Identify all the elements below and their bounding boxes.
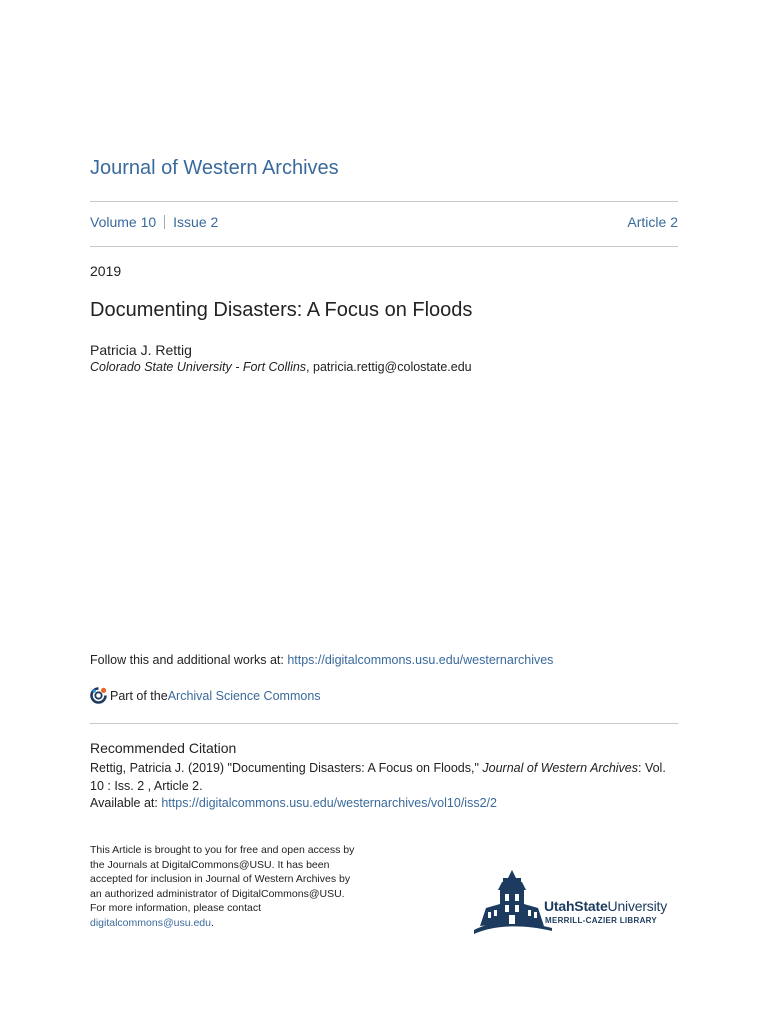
top-divider <box>90 201 678 202</box>
author-name: Patricia J. Rettig <box>90 342 192 358</box>
affiliation-name: Colorado State University - Fort Collins <box>90 360 307 374</box>
citation-text-after: : Vol. 10 : Iss. 2 , Article 2. <box>90 761 666 793</box>
volume-issue-row <box>90 214 678 230</box>
author-email: patricia.rettig@colostate.edu <box>313 360 472 374</box>
journal-title-link[interactable]: Journal of Western Archives <box>90 157 339 179</box>
follow-label: Follow this and additional works at: <box>90 653 288 667</box>
second-divider <box>90 246 678 247</box>
notice-period: . <box>210 916 214 929</box>
citation-divider <box>90 723 678 724</box>
follow-line <box>90 653 553 667</box>
logo-name-bold: UtahState <box>544 898 608 914</box>
issue-link[interactable]: Issue 2 <box>173 214 219 230</box>
logo-subtitle: MERRILL-CAZIER LIBRARY <box>545 916 658 925</box>
citation-journal: Journal of Western Archives <box>482 761 639 775</box>
article-link[interactable]: Article 2 <box>627 214 678 230</box>
author-affiliation <box>90 360 472 374</box>
contact-email-link[interactable]: digitalcommons@usu.edu <box>90 916 211 929</box>
open-access-notice <box>90 843 390 931</box>
notice-line: accepted for inclusion in Journal of Western Archives by <box>90 873 351 886</box>
recommended-citation-heading: Recommended Citation <box>90 740 237 756</box>
publication-year: 2019 <box>90 263 122 279</box>
notice-line: an authorized administrator of DigitalCommons@USU. <box>90 887 345 900</box>
separator <box>164 215 165 229</box>
article-title: Documenting Disasters: A Focus on Floods <box>90 299 473 321</box>
notice-line: the Journals at DigitalCommons@USU. It has been <box>90 858 330 871</box>
old-main-tower-icon <box>472 868 552 934</box>
affiliation-separator: , <box>306 360 313 374</box>
volume-link[interactable]: Volume 10 <box>90 214 157 230</box>
archival-science-commons-link[interactable]: Archival Science Commons <box>167 688 321 703</box>
part-of-line <box>90 687 321 704</box>
logo-wordmark <box>544 898 667 914</box>
logo-name-light: University <box>607 898 668 914</box>
available-label: Available at: <box>90 796 162 810</box>
usu-library-logo <box>472 868 682 934</box>
notice-line: For more information, please contact <box>90 902 261 915</box>
notice-line: This Article is brought to you for free and open access by <box>90 844 355 856</box>
recommended-citation-text <box>90 760 680 813</box>
commons-network-icon <box>90 687 107 704</box>
follow-url-link[interactable]: https://digitalcommons.usu.edu/westernarchives <box>287 653 554 667</box>
citation-text-before: Rettig, Patricia J. (2019) "Documenting Disasters: A Focus on Floods," <box>90 761 483 775</box>
available-url-link[interactable]: https://digitalcommons.usu.edu/westernarchives/vol10/iss2/2 <box>161 796 497 810</box>
part-of-prefix: Part of the <box>110 688 168 703</box>
